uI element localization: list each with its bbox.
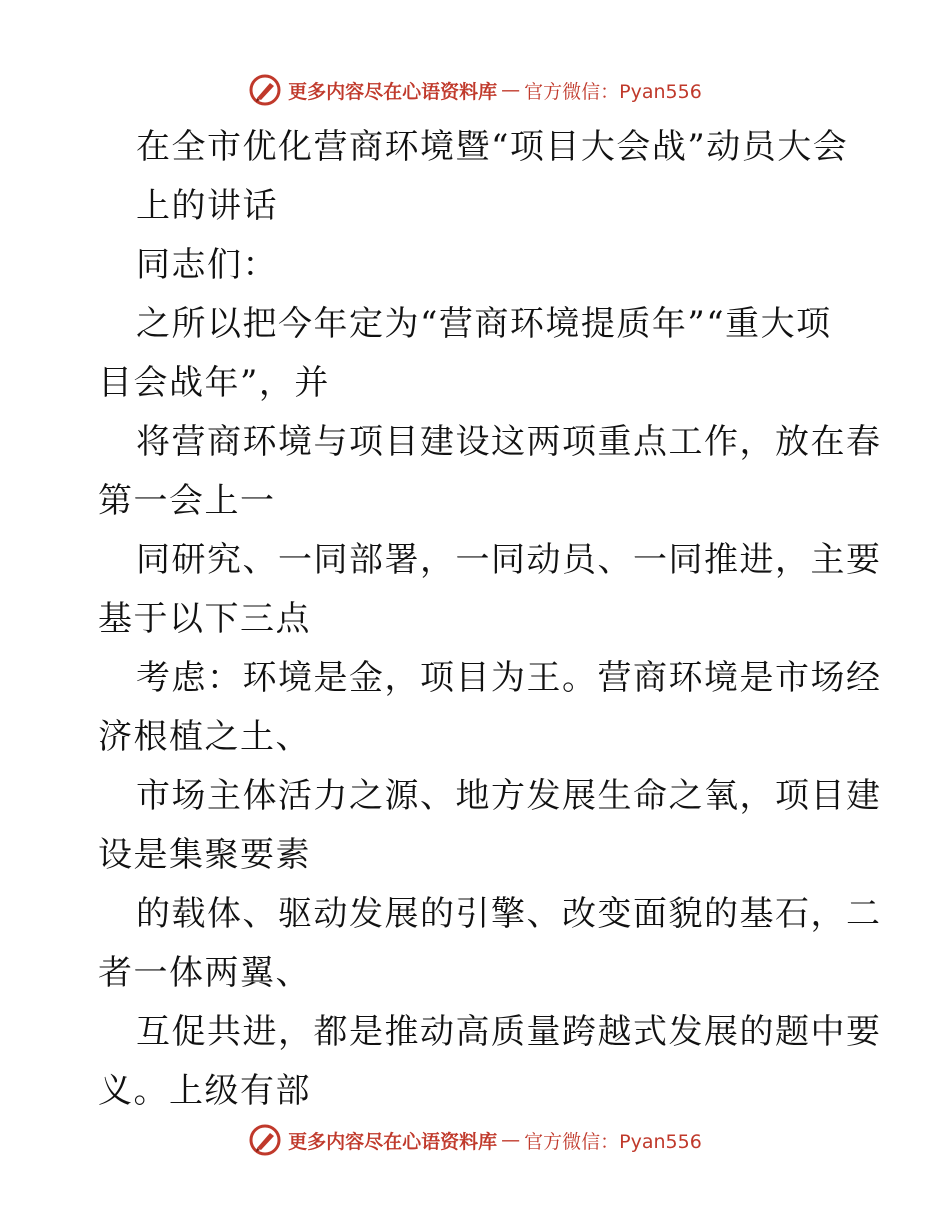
text-line: 之所以把今年定为“营商环境提质年”“重大项 <box>136 304 832 344</box>
text-line: 考虑：环境是金，项目为王。营商环境是市场经 <box>136 658 882 698</box>
banner-dash: — <box>501 1129 521 1151</box>
banner-wechat-text: 官方微信：Pyan556 <box>524 1130 702 1153</box>
pen-logo-icon <box>248 73 282 107</box>
text-line: 在全市优化营商环境暨“项目大会战”动员大会 <box>136 127 849 167</box>
banner-site-text: 更多内容尽在心语资料库 <box>288 1130 498 1153</box>
banner-dash: — <box>501 79 521 101</box>
text-line: 基于以下三点 <box>98 599 311 639</box>
text-line: 的载体、驱动发展的引擎、改变面貌的基石，二 <box>136 894 882 934</box>
text-line: 上的讲话 <box>136 186 278 226</box>
pen-logo-icon <box>248 1123 282 1157</box>
text-line: 互促共进，都是推动高质量跨越式发展的题中要 <box>136 1012 882 1052</box>
text-line: 者一体两翼、 <box>98 953 311 993</box>
text-line: 第一会上一 <box>98 481 276 521</box>
document-body <box>98 118 882 1121</box>
text-line: 目会战年”，并 <box>98 363 330 403</box>
text-line: 济根植之土、 <box>98 717 311 757</box>
text-line: 市场主体活力之源、地方发展生命之氧，项目建 <box>136 776 882 816</box>
text-line: 同志们： <box>136 245 278 285</box>
banner-wechat-text: 官方微信：Pyan556 <box>524 80 702 103</box>
banner-site-text: 更多内容尽在心语资料库 <box>288 80 498 103</box>
text-line: 设是集聚要素 <box>98 835 311 875</box>
text-line: 义。上级有部 <box>98 1071 311 1111</box>
header-banner <box>0 70 950 110</box>
footer-banner <box>0 1120 950 1160</box>
text-line: 同研究、一同部署，一同动员、一同推进，主要 <box>136 540 882 580</box>
text-line: 将营商环境与项目建设这两项重点工作，放在春 <box>136 422 882 462</box>
